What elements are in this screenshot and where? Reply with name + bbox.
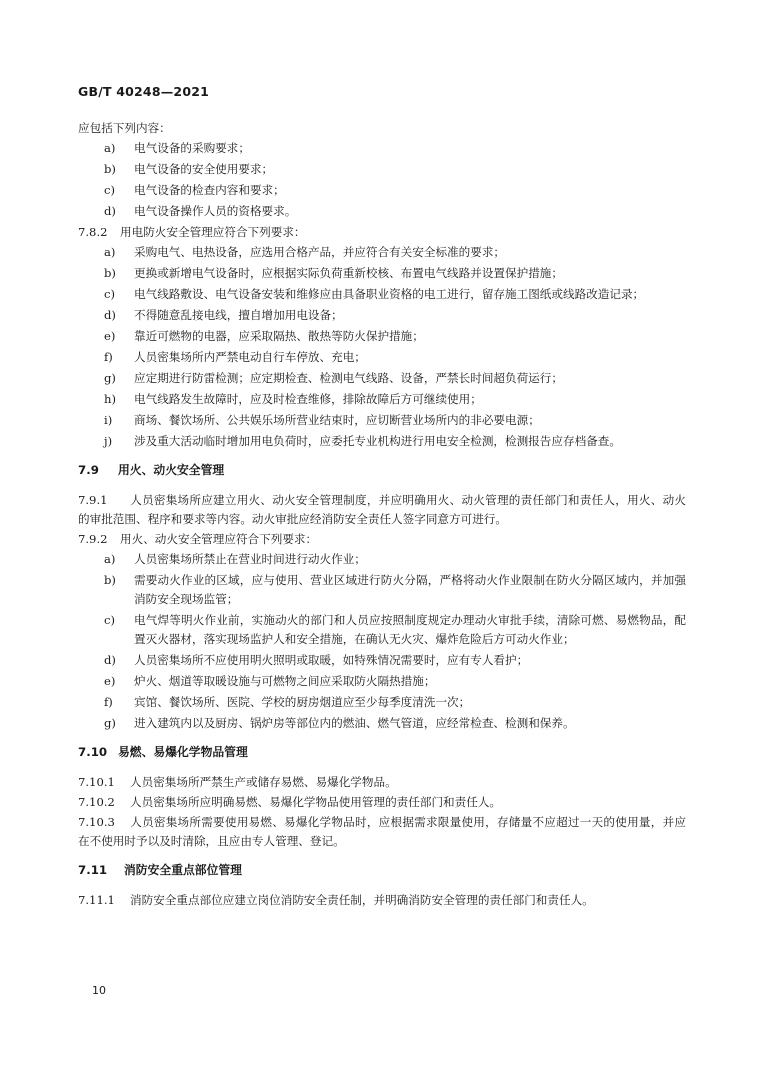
list-item: a) 人员密集场所禁止在营业时间进行动火作业；: [104, 552, 366, 566]
page-number: 10: [92, 984, 106, 997]
list-item: f) 人员密集场所内严禁电动自行车停放、充电；: [104, 350, 366, 364]
list-item: e) 靠近可燃物的电器，应采取隔热、散热等防火保护措施；: [104, 329, 424, 343]
section-heading-7-11: 7.11 消防安全重点部位管理: [78, 863, 242, 877]
list-item: c) 电气焊等明火作业前，实施动火的部门和人员应按照制度规定办理动火审批手续，清除可燃、易燃物品，配置灭火器材，落实现场监护人和安全措施，在确认无火灾、爆炸危险后方可动火作业；: [104, 613, 686, 646]
body-text: [78, 119, 686, 911]
clause-7-9-1: 7.9.1 人员密集场所应建立用火、动火安全管理制度，并应明确用火、动火管理的责任部门和责任人，用火、动火的审批范围、程序和要求等内容。动火审批应经消防安全责任人签字同意方可进行。: [78, 493, 686, 526]
list-item: b) 更换或新增电气设备时，应根据实际负荷重新校核、布置电气线路并设置保护措施；: [104, 266, 563, 280]
list-item: d) 电气设备操作人员的资格要求。: [104, 204, 297, 218]
list-item: j) 涉及重大活动临时增加用电负荷时，应委托专业机构进行用电安全检测，检测报告应存档备查。: [104, 434, 621, 448]
list-item: c) 电气设备的检查内容和要求；: [104, 183, 285, 197]
list-item: d) 不得随意乱接电线，擅自增加用电设备；: [104, 308, 343, 322]
list-item: e) 炉火、烟道等取暖设施与可燃物之间应采取防火隔热措施；: [104, 674, 436, 688]
clause-7-10-3: 7.10.3 人员密集场所需要使用易燃、易爆化学物品时，应根据需求限量使用，存储量不应超过一天的使用量，并应在不使用时予以及时清除，且应由专人管理、登记。: [78, 815, 686, 848]
standard-number: GB/T 40248—2021: [78, 84, 210, 99]
list-item: b) 需要动火作业的区域，应与使用、营业区域进行防火分隔，严格将动火作业限制在防火分隔区域内，并加强消防安全现场监管；: [104, 573, 686, 606]
list-item: b) 电气设备的安全使用要求；: [104, 162, 274, 176]
clause-7-10-1: 7.10.1 人员密集场所严禁生产或储存易燃、易爆化学物品。: [78, 775, 397, 789]
section-heading-7-9: 7.9 用火、动火安全管理: [78, 463, 225, 477]
clause-7-9-2: 7.9.2 用火、动火安全管理应符合下列要求：: [78, 532, 318, 546]
clause-7-11-1: 7.11.1 消防安全重点部位应建立岗位消防安全责任制，并明确消防安全管理的责任部门和责任人。: [78, 893, 594, 907]
list-item: d) 人员密集场所不应使用明火照明或取暖，如特殊情况需要时，应有专人看护；: [104, 653, 529, 667]
list-item: g) 应定期进行防雷检测；应定期检查、检测电气线路、设备，严禁长时间超负荷运行；: [104, 371, 563, 385]
list-item: g) 进入建筑内以及厨房、锅炉房等部位内的燃油、燃气管道，应经常检查、检测和保养。: [104, 716, 575, 730]
list-item: c) 电气线路敷设、电气设备安装和维修应由具备职业资格的电工进行，留存施工图纸或线路改造记录；: [104, 287, 645, 301]
list-item: h) 电气线路发生故障时，应及时检查维修，排除故障后方可继续使用；: [104, 392, 482, 406]
continuation-lead: 应包括下列内容：: [78, 121, 171, 135]
list-item: a) 采购电气、电热设备，应选用合格产品，并应符合有关安全标准的要求；: [104, 245, 506, 259]
list-item: i) 商场、餐饮场所、公共娱乐场所营业结束时，应切断营业场所内的非必要电源；: [104, 413, 540, 427]
section-heading-7-10: 7.10 易燃、易爆化学物品管理: [78, 745, 248, 759]
clause-7-10-2: 7.10.2 人员密集场所应明确易燃、易爆化学物品使用管理的责任部门和责任人。: [78, 795, 502, 809]
list-item: a) 电气设备的采购要求；: [104, 141, 250, 155]
clause-7-8-2: 7.8.2 用电防火安全管理应符合下列要求：: [78, 225, 306, 239]
list-item: f) 宾馆、餐饮场所、医院、学校的厨房烟道应至少每季度清洗一次；: [104, 695, 471, 709]
